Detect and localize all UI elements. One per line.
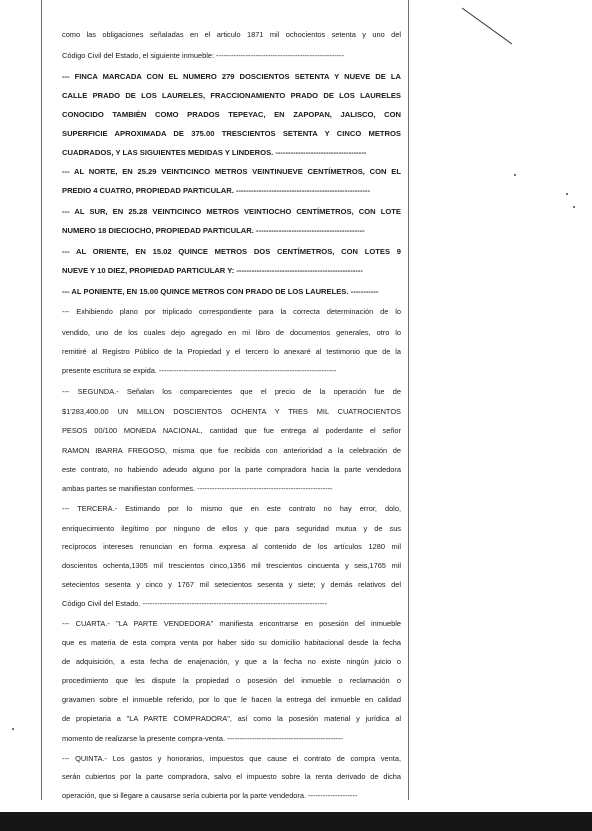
text-line: operación, que si llegare a causarse sería cubierta por la parte vendedora. -------------------- [62, 791, 358, 800]
text-line: --- AL ORIENTE, EN 15.02 QUINCE METROS DOS CENTÍMETROS, CON LOTES 9 [62, 247, 401, 256]
text-line: SUPERFICIE APROXIMADA DE 375.00 TRESCIENTOS SETENTA Y CINCO METROS [62, 129, 401, 138]
text-line: PREDIO 4 CUATRO, PROPIEDAD PARTICULAR. ----------------------------------------------------- [62, 186, 370, 195]
text-line: --- CUARTA.- "LA PARTE VENDEDORA" manifiesta encontrarse en posesión del inmueble [62, 619, 401, 628]
text-line: RAMON IBARRA FREGOSO, misma que fue recibida con anterioridad a la celebración de [62, 446, 401, 455]
scan-speck [573, 206, 575, 208]
text-line: PESOS 00/100 MONEDA NACIONAL, cantidad que fue entrega al poderdante el señor [62, 426, 401, 435]
text-line: de propietaria a "LA PARTE COMPRADORA", así como la posesión material y jurídica al [62, 714, 401, 723]
text-line: doscientos ochenta,1305 mil trescientos cinco,1356 mil trescientos cincuenta y seis,1765 mil [62, 561, 401, 570]
text-line: momento de realizarse la presente compra-venta. ----------------------------------------------- [62, 734, 343, 743]
text-line: vendido, uno de los cuales dejo agregado en mi libro de documentos generales, otro lo [62, 328, 401, 337]
text-line: recíprocos intereses renuncian en forma expresa al contenido de los artículos 1280 mil [62, 542, 401, 551]
text-line: CONOCIDO TAMBIÉN COMO PRADOS TEPEYAC, EN ZAPOPAN, JALISCO, CON [62, 110, 401, 119]
scan-speck [514, 174, 516, 176]
text-line: $1'283,400.00 UN MILLON DOSCIENTOS OCHENTA Y TRES MIL CUATROCIENTOS [62, 407, 401, 416]
text-line: NUEVE Y 10 DIEZ, PROPIEDAD PARTICULAR Y: -------------------------------------------------- [62, 266, 363, 275]
text-line: --- QUINTA.- Los gastos y honorarios, impuestos que cause el contrato de compra venta, [62, 754, 401, 763]
text-line: que es materia de esta compra venta por haber sido su domicilio habitacional desde la fecha [62, 638, 401, 647]
text-line: ambas partes se manifiestan conformes. ------------------------------------------------------- [62, 484, 333, 493]
text-line: serán cubiertos por la parte compradora, salvo el impuesto sobre la renta derivado de dicha [62, 772, 401, 781]
text-line: gravamen sobre el inmueble referido, por lo que le hacen la entrega del inmueble en calidad [62, 695, 401, 704]
text-line: Código Civil del Estado. --------------------------------------------------------------------------- [62, 599, 328, 608]
text-line: este contrato, no habiendo adeudo alguno por la parte compradora hacia la parte vendedora [62, 465, 401, 474]
text-line: de adquisición, a esta fecha de enajenación, y que a la fecha no existe ningún juicio o [62, 657, 401, 666]
text-line: NUMERO 18 DIECIOCHO, PROPIEDAD PARTICULAR. ------------------------------------------- [62, 226, 365, 235]
text-line: remitiré al Registro Público de la Propiedad y el tercero lo anexaré al testimonio que de la [62, 347, 401, 356]
scan-speck [12, 728, 14, 730]
text-line: como las obligaciones señaladas en el articulo 1871 mil ochocientos setenta y uno del [62, 30, 401, 39]
text-line: --- AL SUR, EN 25.28 VEINTICINCO METROS VEINTIOCHO CENTÍMETROS, CON LOTE [62, 207, 401, 216]
text-line: --- SEGUNDA.- Señalan los comparecientes que el precio de la operación fue de [62, 387, 401, 396]
text-line: setecientos sesenta y cinco y 1767 mil setecientos sesenta y siete; y demás relativos del [62, 580, 401, 589]
text-line: --- FINCA MARCADA CON EL NUMERO 279 DOSCIENTOS SETENTA Y NUEVE DE LA [62, 72, 401, 81]
text-line: --- Exhibiendo plano por triplicado correspondiente para la correcta determinación de lo [62, 307, 401, 316]
text-line: CALLE PRADO DE LOS LAURELES, FRACCIONAMIENTO PRADO DE LOS LAURELES [62, 91, 401, 100]
text-line: CUADRADOS, Y LAS SIGUIENTES MEDIDAS Y LINDEROS. ------------------------------------ [62, 148, 367, 157]
text-line: procedimiento que les dispute la propiedad o posesión del inmueble o reclamación o [62, 676, 401, 685]
text-line: enriquecimiento ilegítimo por ninguno de ellos y que para seguridad mutua y de sus [62, 524, 401, 533]
scan-speck [566, 193, 568, 195]
text-line: Código Civil del Estado, el siguiente inmueble: ---------------------------------------------------- [62, 51, 345, 60]
text-line: --- AL PONIENTE, EN 15.00 QUINCE METROS CON PRADO DE LOS LAURELES. ----------- [62, 287, 379, 296]
text-line: --- AL NORTE, EN 25.29 VEINTICINCO METROS VEINTINUEVE CENTÍMETROS, CON EL [62, 167, 401, 176]
text-line: presente escritura se expida. ------------------------------------------------------------------------ [62, 366, 337, 375]
text-line: --- TERCERA.- Estimando por lo mismo que en este contrato no hay error, dolo, [62, 504, 401, 513]
scan-bottom-edge [0, 812, 592, 831]
